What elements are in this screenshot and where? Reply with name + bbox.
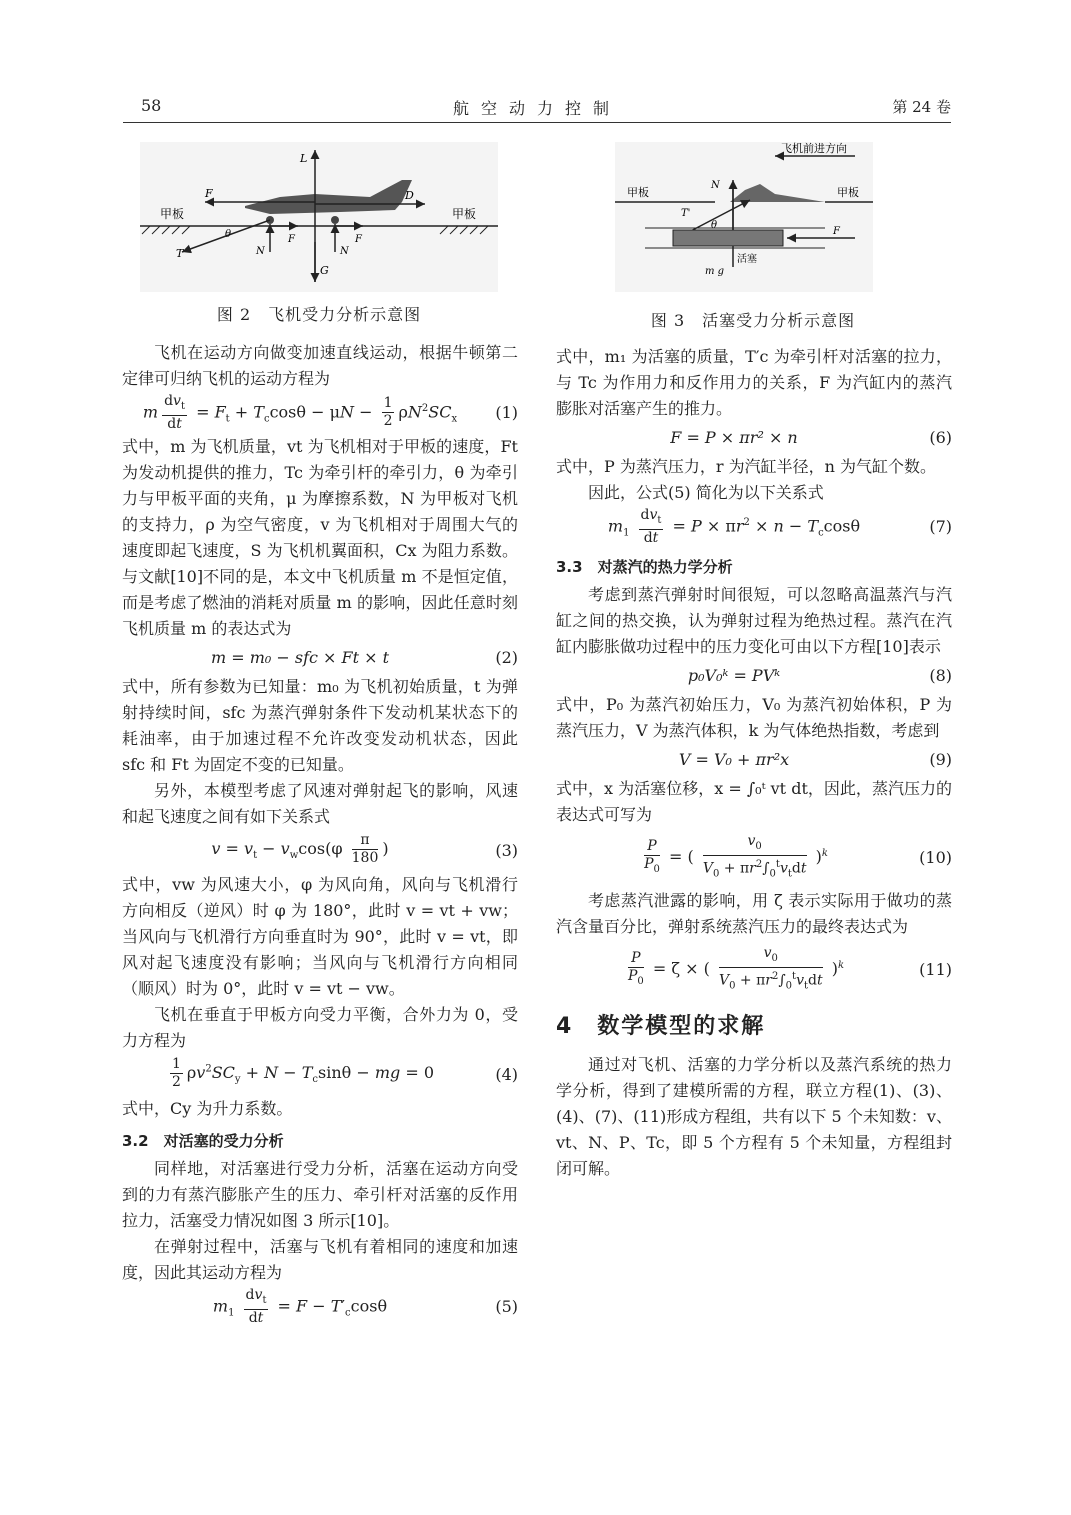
eq11-number: (11) [919, 960, 952, 979]
right-column [556, 344, 952, 1182]
fig2-label-N2: N [340, 246, 349, 257]
eq10-number: (10) [919, 848, 952, 867]
eq1-number: (1) [495, 403, 518, 422]
fig3-label-theta: θ [711, 220, 718, 231]
equation-9: V = V₀ + πr²x (9) [556, 744, 952, 776]
figure-3-caption: 图 3 活塞受力分析示意图 [650, 311, 856, 330]
volume-label: 第 24 卷 [892, 98, 951, 116]
fig3-label-piston: 活塞 [737, 254, 757, 265]
eq6-number: (6) [929, 428, 952, 447]
eq2-number: (2) [495, 648, 518, 667]
equation-1: m $\frac{dv_t}{dt}$ = $F_t + T_c\cos\theta - \mu N$ − $\frac{1}{2}$ $\rho N^2SC_x$ (1) [142, 393, 518, 432]
left-p9: 在弹射过程中，活塞与飞机有着相同的速度和加速度，因此其运动方程为 [122, 1237, 518, 1282]
fig2-label-Ff1: F [288, 234, 295, 245]
fig2-deck-right: 甲板 [452, 207, 477, 221]
fig2-label-Ff2: F [355, 234, 362, 245]
left-p2: 式中，m 为飞机质量，vt 为飞机相对于甲板的速度，Ft 为发动机提供的推力，Tc 为牵引杆的牵引力，θ 为牵引力与甲板平面的夹角，μ 为摩擦系数，N 为甲板对飞机的支持力，ρ 为空气密度，v 为飞机相对于周围大气的速度即起飞速度，S 为飞机机翼面积，Cx 为阻力系数。与文献[10]不同的是，本文中飞机质量 m 不是恒定值，而是考虑了燃油的消耗对质量 m 的影响，因此任意时刻飞机质量 m 的表达式为 [122, 437, 518, 638]
fig3-label-F: F [833, 226, 840, 237]
fig3-label-Tp: T' [681, 208, 691, 219]
equation-3: $v = v_t - v_w\cos(\varphi$ $\frac{\pi}{180}$ ) (3) [211, 832, 518, 867]
fig3-deck-right: 甲板 [837, 186, 859, 199]
equation-7: $m_1$ $\frac{dv_t}{dt}$ = $P \times \pi r^2 \times n - T_c\cos\theta$ (7) [607, 507, 952, 546]
figure-2-caption: 图 2 飞机受力分析示意图 [216, 305, 422, 324]
eq5-number: (5) [495, 1297, 518, 1316]
right-p6: 式中，x 为活塞位移，x = ∫₀ᵗ vt dt，因此，蒸汽压力的表达式可写为 [556, 779, 952, 824]
eq7-number: (7) [929, 517, 952, 536]
left-p4: 另外，本模型考虑了风速对弹射起飞的影响，风速和起飞速度之间有如下关系式 [122, 781, 518, 826]
figure-3 [615, 142, 873, 292]
equation-5: $m_1$ $\frac{dv_t}{dt}$ = $F - T'_c\cos\theta$ (5) [212, 1287, 518, 1326]
left-p1: 飞机在运动方向做变加速直线运动，根据牛顿第二定律可归纳飞机的运动方程为 [122, 343, 518, 388]
right-p5: 式中，P₀ 为蒸汽初始压力，V₀ 为蒸汽初始体积，P 为蒸汽压力，V 为蒸汽体积，k 为气体绝热指数，考虑到 [556, 695, 952, 740]
right-p4: 考虑到蒸汽弹射时间很短，可以忽略高温蒸汽与汽缸之间的热交换，认为弹射过程为绝热过程。蒸汽在汽缸内膨胀做功过程中的压力变化可由以下方程[10]表示 [556, 585, 952, 656]
equation-8: p₀V₀ᵏ = PVᵏ (8) [556, 660, 952, 692]
fig2-label-Ft: F [205, 187, 213, 200]
left-p5: 式中，vw 为风速大小，φ 为风向角，风向与飞机滑行方向相反（逆风）时 φ 为 180°，此时 v = vt + vw；当风向与飞机滑行方向垂直时为 90°，此时 v = vt，即风对起飞速度没有影响；当风向与飞机滑行方向相同（顺风）时为 0°，此时 v = vt − vw。 [122, 875, 518, 998]
fig3-label-mg: m g [705, 266, 725, 277]
equation-6: F = P × πr² × n (6) [556, 422, 952, 454]
section-3-3-heading: 3.3 对蒸汽的热力学分析 [556, 558, 733, 576]
fig3-label-Nt: N [711, 180, 720, 191]
right-p7: 考虑蒸汽泄露的影响，用 ζ 表示实际用于做功的蒸汽含量百分比，弹射系统蒸汽压力的最终表达式为 [556, 891, 952, 936]
right-p8: 通过对飞机、活塞的力学分析以及蒸汽系统的热力学分析，得到了建模所需的方程，联立方程(1)、(3)、(4)、(7)、(11)形成方程组，共有以下 5 个未知数：v、vt、N、P、Tc，即 5 个方程有 5 个未知量，方程组封闭可解。 [556, 1055, 952, 1178]
fig2-deck-left: 甲板 [160, 207, 185, 221]
fig2-label-Tc: T [176, 247, 184, 260]
right-p3: 因此，公式(5) 简化为以下关系式 [588, 483, 824, 502]
left-p8: 同样地，对活塞进行受力分析，活塞在运动方向受到的力有蒸汽膨胀产生的压力、牵引杆对活塞的反作用拉力，活塞受力情况如图 3 所示[10]。 [122, 1159, 518, 1230]
left-p6: 飞机在垂直于甲板方向受力平衡，合外力为 0，受力方程为 [122, 1005, 518, 1050]
fig2-label-G: G [320, 264, 329, 277]
equation-11: $\frac{P}{P_0}$ = ζ × ( $\frac{v_0}{V_0 + \pi r^2\int_0^tv_tdt}$ )$^k$ (11) [627, 945, 952, 992]
section-3-2-heading: 3.2 对活塞的受力分析 [122, 1132, 284, 1150]
page-number: 58 [141, 96, 162, 115]
fig2-label-L: L [300, 152, 308, 165]
equation-4: $\frac{1}{2}$ $\rho v^2SC_y + N - T_c\sin\theta$ − mg = 0 (4) [171, 1056, 518, 1091]
right-p1: 式中，m₁ 为活塞的质量，T′c 为牵引杆对活塞的拉力，与 Tc 为作用力和反作用力的关系，F 为汽缸内的蒸汽膨胀对活塞产生的推力。 [556, 347, 952, 418]
fig2-label-N1: N [256, 246, 265, 257]
eq3-number: (3) [495, 841, 518, 860]
equation-10: $\frac{P}{P_0}$ = ( $\frac{v_0}{V_0 + \pi r^2\int_0^tv_tdt}$ )$^k$ (10) [644, 833, 952, 880]
page-header [123, 96, 951, 123]
right-p2: 式中，P 为蒸汽压力，r 为汽缸半径，n 为气缸个数。 [556, 457, 936, 476]
fig2-label-theta: θ [225, 229, 232, 240]
equation-2: m = m₀ − sfc × Ft × t (2) [122, 642, 518, 674]
fig3-direction: 飞机前进方向 [781, 142, 847, 155]
eq4-number: (4) [495, 1065, 518, 1084]
journal-title: 航空动力控制 [452, 99, 621, 118]
figure-2 [140, 142, 498, 292]
left-p7: 式中，Cy 为升力系数。 [122, 1099, 293, 1118]
section-4-heading: 4 数学模型的求解 [556, 1014, 766, 1039]
eq8-number: (8) [929, 666, 952, 685]
left-p3: 式中，所有参数为已知量：m₀ 为飞机初始质量，t 为弹射持续时间，sfc 为蒸汽弹射条件下发动机某状态下的耗油率，由于加速过程不允许改变发动机状态，因此 sfc 和 Ft 为固定不变的已知量。 [122, 677, 518, 774]
fig3-deck-left: 甲板 [627, 186, 649, 199]
eq9-number: (9) [929, 750, 952, 769]
fig2-label-D: D [405, 189, 414, 202]
left-column [122, 340, 518, 1328]
